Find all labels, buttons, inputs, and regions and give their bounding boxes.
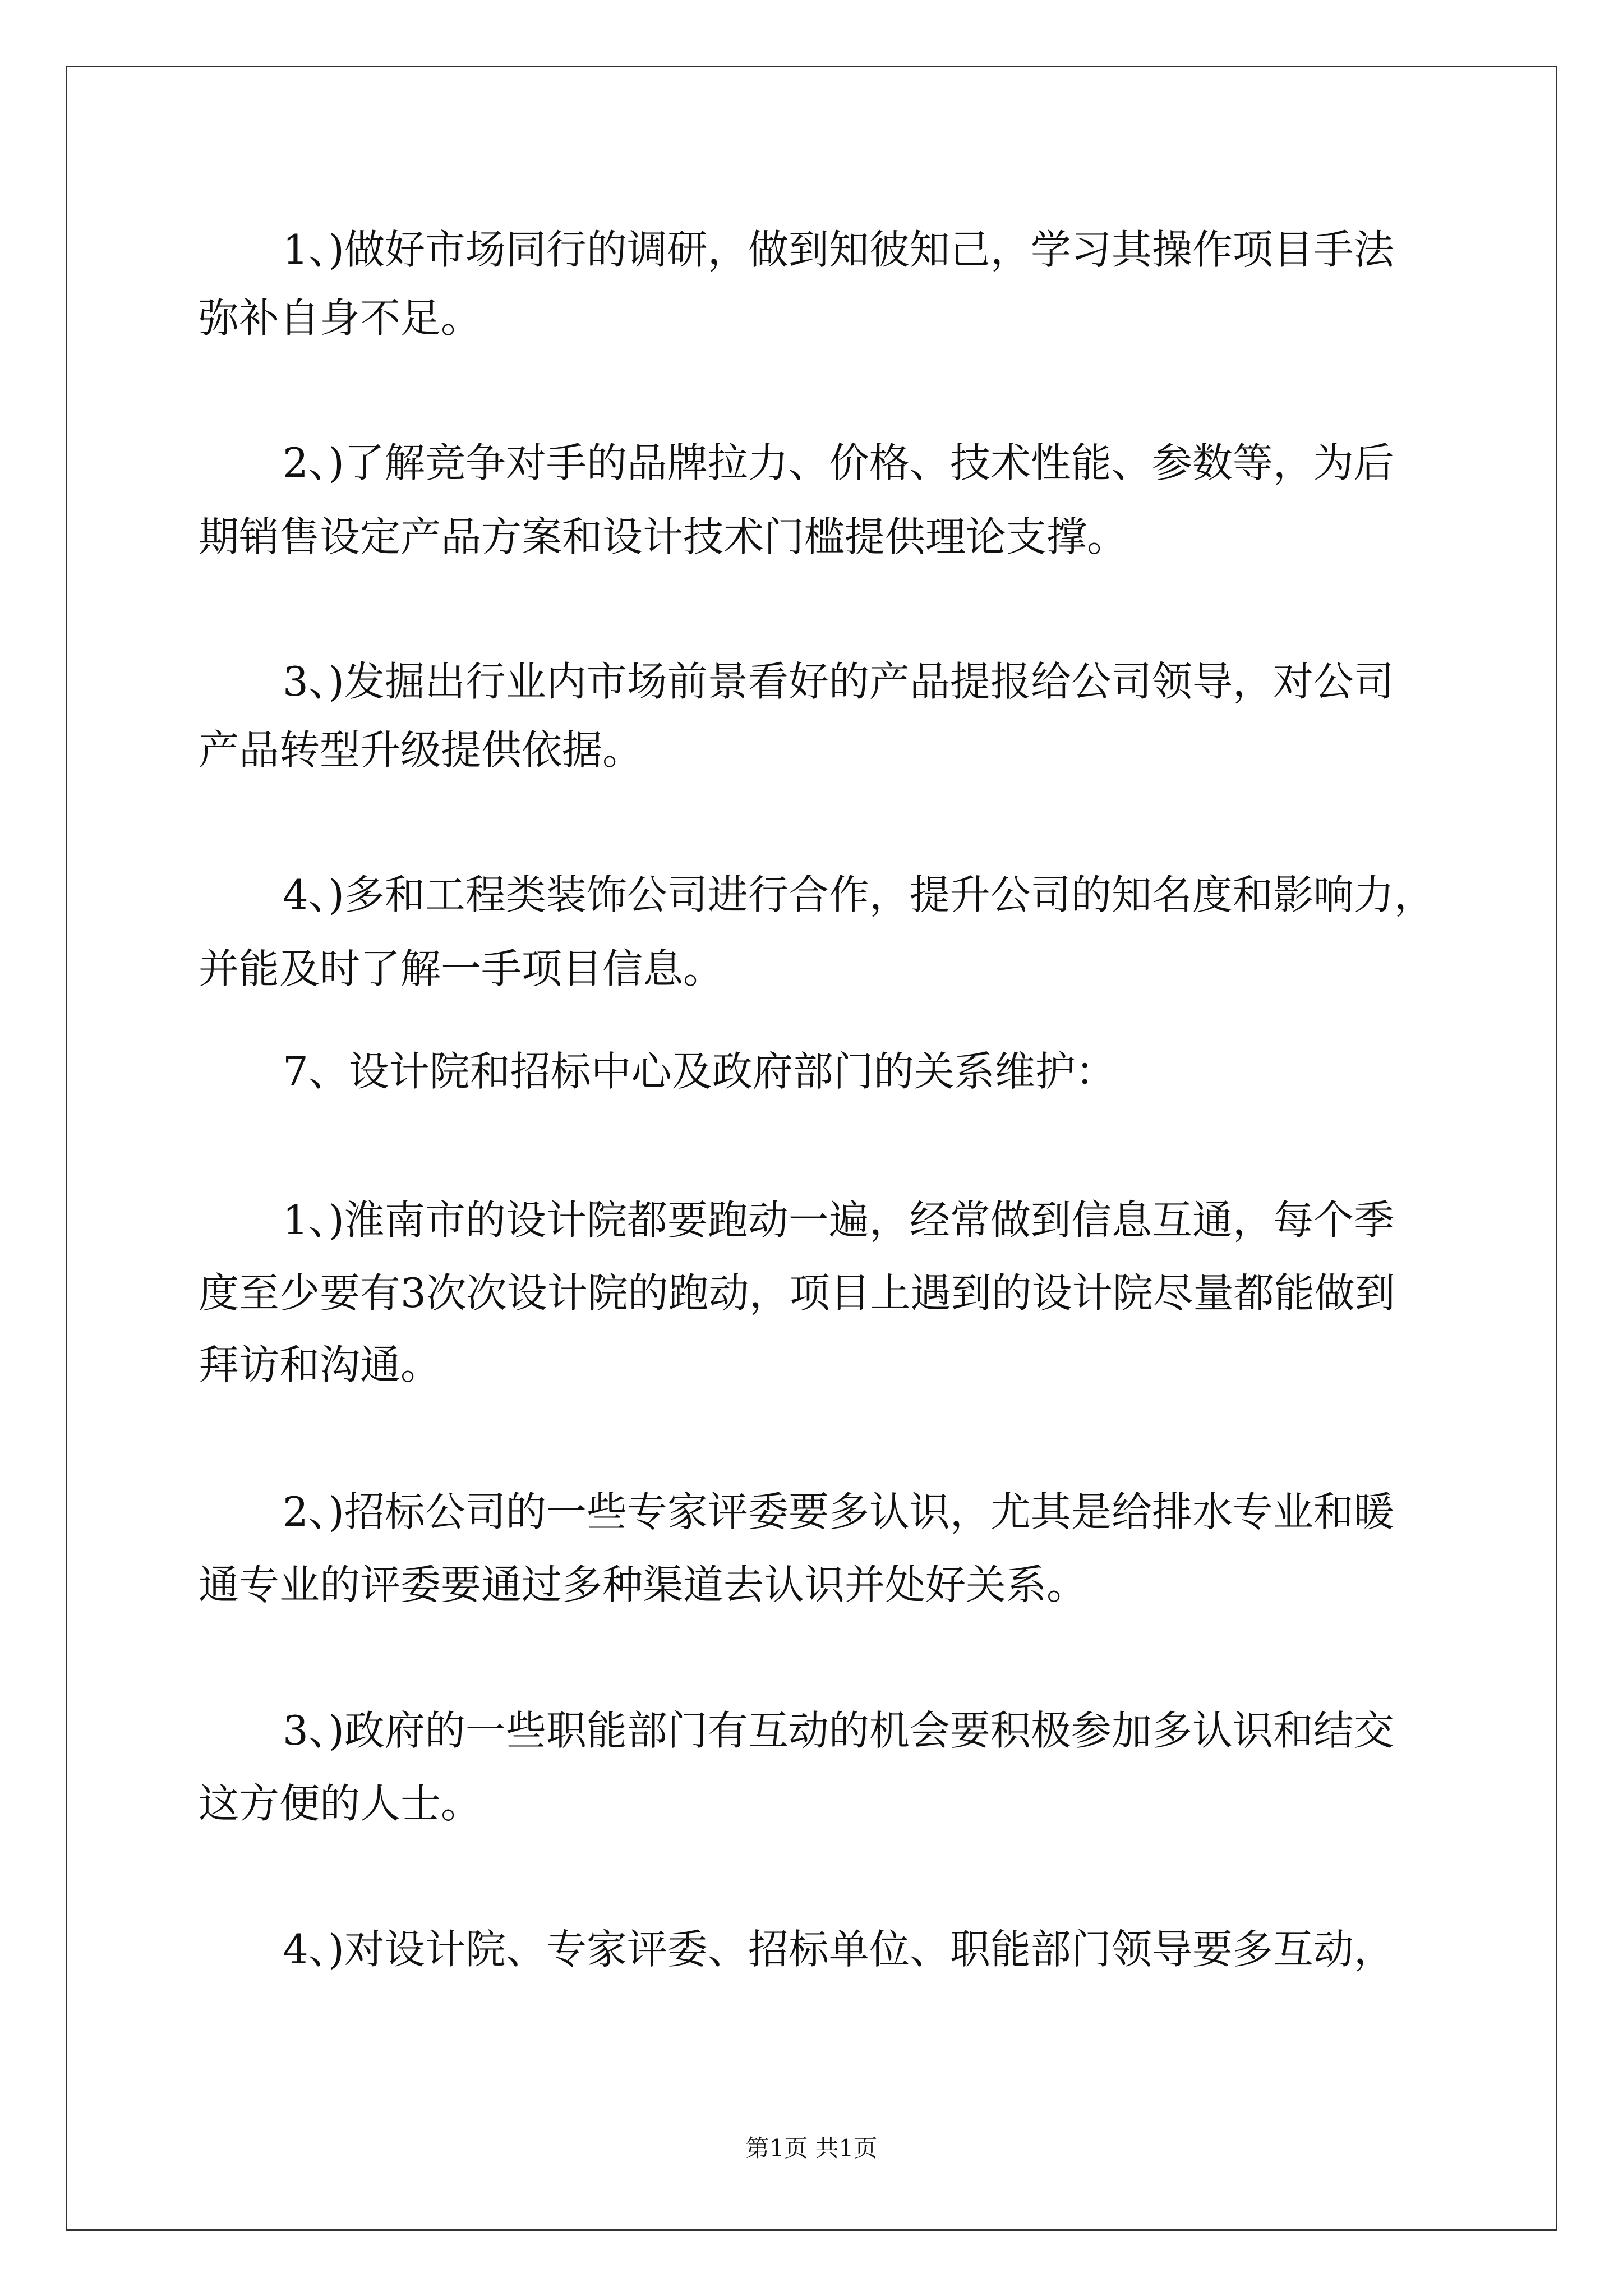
page-footer: 第1页 共1页: [745, 2134, 878, 2162]
paragraph-line: 4、)对设计院、专家评委、招标单位、职能部门领导要多互动，: [283, 1926, 1394, 1973]
paragraph-line: 并能及时了解一手项目信息。: [199, 945, 724, 992]
paragraph-line: 弥补自身不足。: [199, 295, 482, 342]
paragraph-line: 3、)发掘出行业内市场前景看好的产品提报给公司领导，对公司: [283, 658, 1394, 705]
paragraph-line: 拜访和沟通。: [199, 1341, 441, 1388]
page-border: [66, 66, 1557, 2231]
paragraph-line: 1、)做好市场同行的调研，做到知彼知己，学习其操作项目手法: [283, 226, 1394, 273]
paragraph-line: 度至少要有3次次设计院的跑动，项目上遇到的设计院尽量都能做到: [199, 1269, 1395, 1317]
paragraph-line: 产品转型升级提供依据。: [199, 726, 643, 774]
paragraph-line: 2、)了解竞争对手的品牌拉力、价格、技术性能、参数等，为后: [283, 439, 1394, 486]
paragraph-line: 期销售设定产品方案和设计技术门槛提供理论支撑。: [199, 513, 1128, 560]
paragraph-line: 这方便的人士。: [199, 1780, 482, 1827]
section-heading: 7、设计院和招标中心及政府部门的关系维护：: [283, 1048, 1116, 1095]
paragraph-line: 通专业的评委要通过多种渠道去认识并处好关系。: [199, 1561, 1087, 1608]
paragraph-line: 3、)政府的一些职能部门有互动的机会要积极参加多认识和结交: [283, 1707, 1394, 1754]
paragraph-line: 1、)淮南市的设计院都要跑动一遍，经常做到信息互通，每个季: [283, 1197, 1394, 1244]
paragraph-line: 2、)招标公司的一些专家评委要多认识，尤其是给排水专业和暖: [283, 1488, 1394, 1535]
paragraph-line: 4、)多和工程类装饰公司进行合作，提升公司的知名度和影响力，: [283, 871, 1435, 918]
